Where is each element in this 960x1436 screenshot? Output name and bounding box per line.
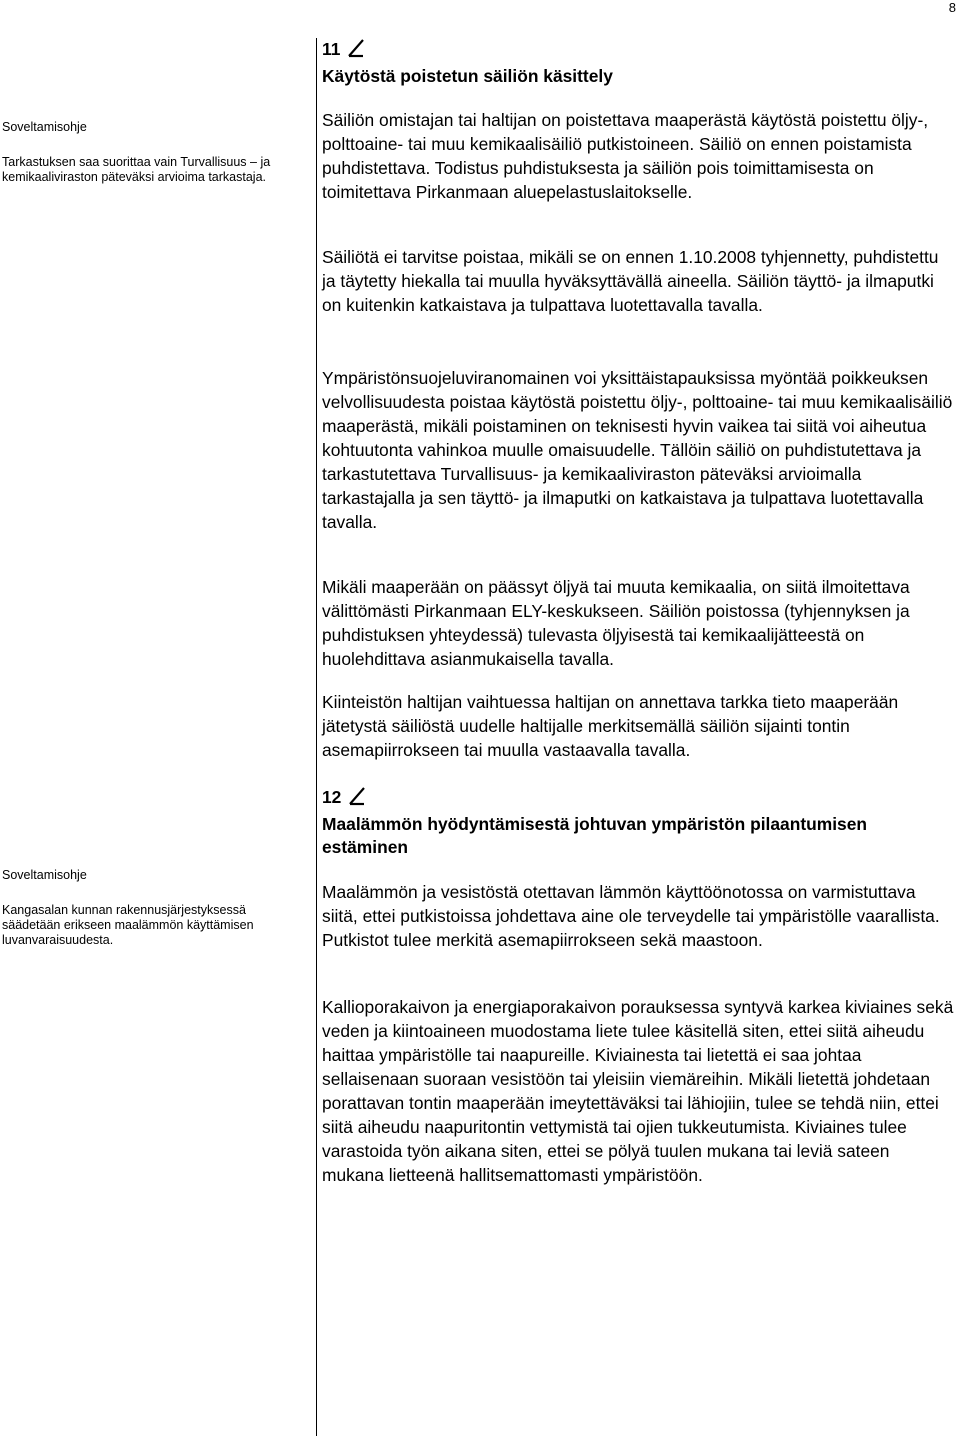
section-12-paragraph-2 xyxy=(322,995,954,1187)
page-number: 8 xyxy=(948,0,956,15)
section-11-paragraph-4 xyxy=(322,575,954,671)
paragraph: Mikäli maaperään on päässyt öljyä tai muuta kemikaalia, on siitä ilmoitettava välittömästi Pirkanmaan ELY-keskukseen. Säiliön poistossa (tyhjennyksen ja puhdistuksen yhteydessä) tulevasta öljyisestä tai kemikaalijätteestä on huolehdittava asianmukaisella tavalla. xyxy=(322,577,910,669)
section-11-heading xyxy=(322,38,954,88)
paragraph: Ympäristönsuojeluviranomainen voi yksittäistapauksissa myöntää poikkeuksen velvollisuudesta poistaa käytöstä poistettu öljy-, polttoaine- tai muu kemikaalisäiliö maaperästä, mikäli poistaminen on teknisesti hyvin vaikea tai siitä voi aiheutua kohtuutonta vahinkoa muulle omaisuudelle. Tällöin säiliö on puhdistutettava ja tarkastutettava Turvallisuus- ja kemikaaliviraston päteväksi arvioimalla tarkastajalla ja sen täyttö- ja ilmaputki on katkaistava ja tulpattava luotettavalla tavalla. xyxy=(322,368,953,532)
paragraph: Kallioporakaivon ja energiaporakaivon porauksessa syntyvä karkea kiviaines sekä veden ja kiintoaineen muodostama liete tulee käsitellä siten, ettei siitä aiheudu haittaa ympäristölle tai naapureille. Kiviainesta tai lietettä ei saa johtaa sellaisenaan suoraan vesistöön tai yleisiin viemäreihin. Mikäli lietettä johdetaan porattavan tontin maaperään imeytettäväksi tai lähiojiin, tulee se tehdä niin, ettei siitä aiheudu naapuritontin vettymistä tai ojien tukkeutumista. Kiviaines tulee varastoida työn aikana siten, ettei se pölyä tuulen mukana tai leviä sateen mukana lietteenä hallitsemattomasti ympäristöön. xyxy=(322,997,954,1185)
sidenote-heading: Soveltamisohje xyxy=(2,868,87,882)
paragraph: Maalämmön ja vesistöstä otettavan lämmön käyttöönotossa on varmistuttava siitä, ettei putkistoissa johdettava aine ole terveydelle tai ympäristölle vaarallista. Putkistot tulee merkitä asemapiirrokseen sekä maastoon. xyxy=(322,882,940,950)
section-sign-icon xyxy=(348,38,364,65)
section-12-heading xyxy=(322,786,954,860)
section-title: Käytöstä poistetun säiliön käsittely xyxy=(322,65,613,86)
section-11-paragraph-2 xyxy=(322,245,954,317)
sidenote-heading: Soveltamisohje xyxy=(2,120,87,134)
margin-divider xyxy=(316,38,317,1436)
paragraph: Säiliön omistajan tai haltijan on poistettava maaperästä käytöstä poistettu öljy-, polttoaine- tai muu kemikaalisäiliö putkistoineen. Säiliö on ennen poistamista puhdistettava. Todistus puhdistuksesta ja säiliön pois toimittamisesta on toimitettava Pirkanmaan aluepelastuslaitokselle. xyxy=(322,110,929,202)
section-11-paragraph-3 xyxy=(322,366,954,534)
sidenote-text: Kangasalan kunnan rakennusjärjestyksessä säädetään erikseen maalämmön käyttämisen luvanvaraisuudesta. xyxy=(2,903,254,947)
section-title: Maalämmön hyödyntämisestä johtuvan ympäristön pilaantumisen estäminen xyxy=(322,813,868,857)
section-12-paragraph-1 xyxy=(322,880,954,952)
sidenote-geothermal xyxy=(2,868,302,948)
sidenote-text: Tarkastuksen saa suorittaa vain Turvallisuus – ja kemikaaliviraston päteväksi arvioima tarkastaja. xyxy=(2,155,271,184)
paragraph: Säiliötä ei tarvitse poistaa, mikäli se on ennen 1.10.2008 tyhjennetty, puhdistettu ja täytetty hiekalla tai muulla hyväksyttävällä aineella. Säiliön täyttö- ja ilmaputki on kuitenkin katkaistava ja tulpattava luotettavalla tavalla. xyxy=(322,247,939,315)
sidenote-tank-inspection xyxy=(2,120,302,185)
section-11-paragraph-1 xyxy=(322,108,954,204)
section-11-paragraph-5 xyxy=(322,690,954,762)
section-number: 12 xyxy=(322,787,342,807)
section-number: 11 xyxy=(322,39,341,59)
paragraph: Kiinteistön haltijan vaihtuessa haltijan on annettava tarkka tieto maaperään jätetystä säiliöstä uudelle haltijalle merkitsemällä säiliön sijainti tontin asemapiirrokseen tai muulla vastaavalla tavalla. xyxy=(322,692,899,760)
section-sign-icon xyxy=(349,786,365,813)
